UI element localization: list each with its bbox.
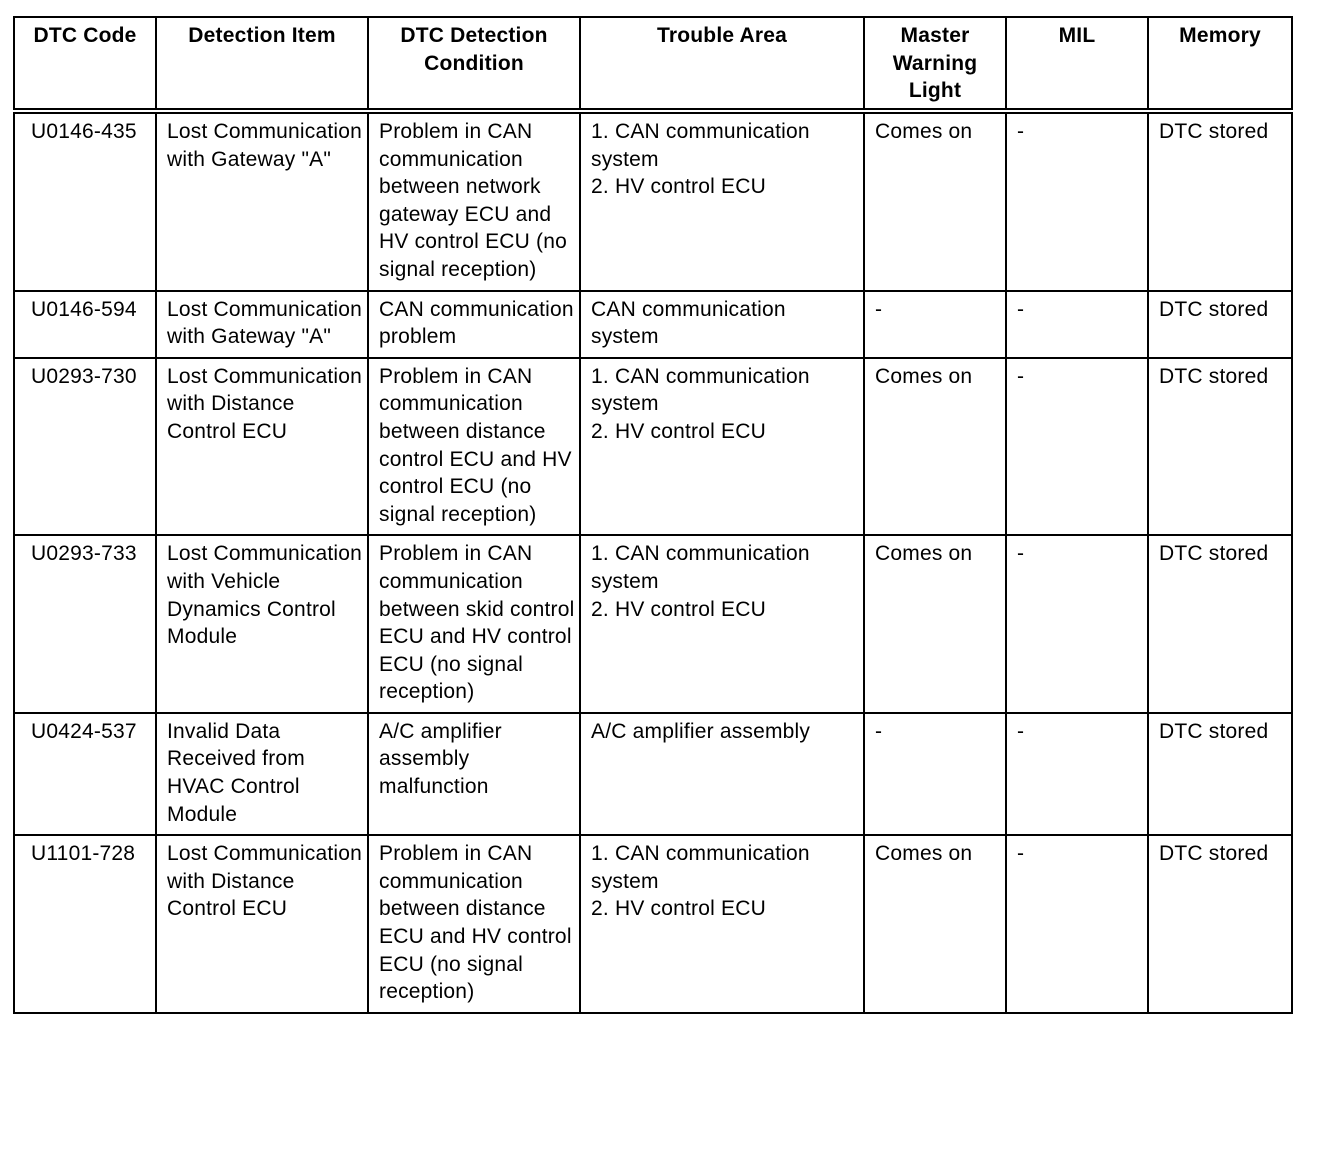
header-label: Detection Item (188, 24, 336, 47)
trouble-area-line: 2. HV control ECU (591, 597, 766, 621)
header-label: MIL (1058, 24, 1096, 47)
trouble-area-line: A/C amplifier assembly (591, 719, 811, 743)
header-label: Trouble Area (657, 24, 787, 47)
trouble-area-line: 1. CAN communication system (591, 842, 810, 893)
table-row (14, 111, 1292, 291)
header-memory (1148, 17, 1292, 111)
trouble-area-line: 2. HV control ECU (591, 175, 766, 199)
master-warning-light-cell: Comes on (864, 111, 1006, 291)
table-row (14, 535, 1292, 713)
mil-cell: - (1006, 713, 1148, 835)
dtc-code-cell: U0146-594 (14, 291, 156, 358)
dtc-table (13, 16, 1293, 1014)
header-master-warning-light (864, 17, 1006, 111)
header-detection-item (156, 17, 368, 111)
trouble-area-line: 1. CAN communication system (591, 120, 810, 171)
master-warning-light-cell: Comes on (864, 358, 1006, 536)
detection-item-cell: Invalid Data Received from HVAC Control Module (156, 713, 368, 835)
table-body (14, 111, 1292, 1013)
trouble-area-line: 2. HV control ECU (591, 897, 766, 921)
master-warning-light-cell: - (864, 713, 1006, 835)
dtc-code-cell: U0146-435 (14, 111, 156, 291)
header-detection-condition (368, 17, 580, 111)
detection-condition-cell: Problem in CAN communication between distance ECU and HV control ECU (no signal reception) (368, 835, 580, 1013)
trouble-area-cell (580, 835, 864, 1013)
trouble-area-cell (580, 358, 864, 536)
header-dtc-code (14, 17, 156, 111)
trouble-area-cell (580, 713, 864, 835)
trouble-area-cell (580, 291, 864, 358)
table-row (14, 358, 1292, 536)
trouble-area-line: 1. CAN communication system (591, 364, 810, 416)
trouble-area-line: 1. CAN communication system (591, 542, 810, 593)
table-row (14, 713, 1292, 835)
memory-cell: DTC stored (1148, 291, 1292, 358)
detection-item-cell: Lost Communication with Gateway "A" (156, 291, 368, 358)
trouble-area-line: CAN communication system (591, 297, 786, 349)
detection-condition-cell: CAN communication problem (368, 291, 580, 358)
header-trouble-area (580, 17, 864, 111)
detection-condition-cell: Problem in CAN communication between distance control ECU and HV control ECU (no signal reception) (368, 358, 580, 536)
mil-cell: - (1006, 111, 1148, 291)
detection-item-cell: Lost Communication with Gateway "A" (156, 111, 368, 291)
dtc-code-cell: U1101-728 (14, 835, 156, 1013)
mil-cell: - (1006, 835, 1148, 1013)
trouble-area-cell (580, 111, 864, 291)
detection-condition-cell: Problem in CAN communication between skid control ECU and HV control ECU (no signal reception) (368, 535, 580, 713)
master-warning-light-cell: Comes on (864, 535, 1006, 713)
table-header-row (14, 17, 1292, 111)
trouble-area-line: 2. HV control ECU (591, 419, 766, 443)
header-mil (1006, 17, 1148, 111)
dtc-code-cell: U0293-730 (14, 358, 156, 536)
detection-item-cell: Lost Communication with Distance Control ECU (156, 835, 368, 1013)
detection-condition-cell: Problem in CAN communication between network gateway ECU and HV control ECU (no signal reception) (368, 111, 580, 291)
detection-item-cell: Lost Communication with Distance Control ECU (156, 358, 368, 536)
memory-cell: DTC stored (1148, 358, 1292, 536)
table-row (14, 835, 1292, 1013)
header-label: Master Warning Light (892, 24, 978, 103)
master-warning-light-cell: - (864, 291, 1006, 358)
detection-item-cell: Lost Communication with Vehicle Dynamics Control Module (156, 535, 368, 713)
dtc-code-cell: U0424-537 (14, 713, 156, 835)
memory-cell: DTC stored (1148, 111, 1292, 291)
dtc-code-cell: U0293-733 (14, 535, 156, 713)
detection-condition-cell: A/C amplifier assembly malfunction (368, 713, 580, 835)
header-label: DTC Detection Condition (400, 24, 548, 75)
memory-cell: DTC stored (1148, 835, 1292, 1013)
mil-cell: - (1006, 358, 1148, 536)
header-label: Memory (1179, 24, 1261, 47)
table-row (14, 291, 1292, 358)
mil-cell: - (1006, 291, 1148, 358)
mil-cell: - (1006, 535, 1148, 713)
trouble-area-cell (580, 535, 864, 713)
memory-cell: DTC stored (1148, 535, 1292, 713)
memory-cell: DTC stored (1148, 713, 1292, 835)
master-warning-light-cell: Comes on (864, 835, 1006, 1013)
header-label: DTC Code (33, 24, 137, 47)
